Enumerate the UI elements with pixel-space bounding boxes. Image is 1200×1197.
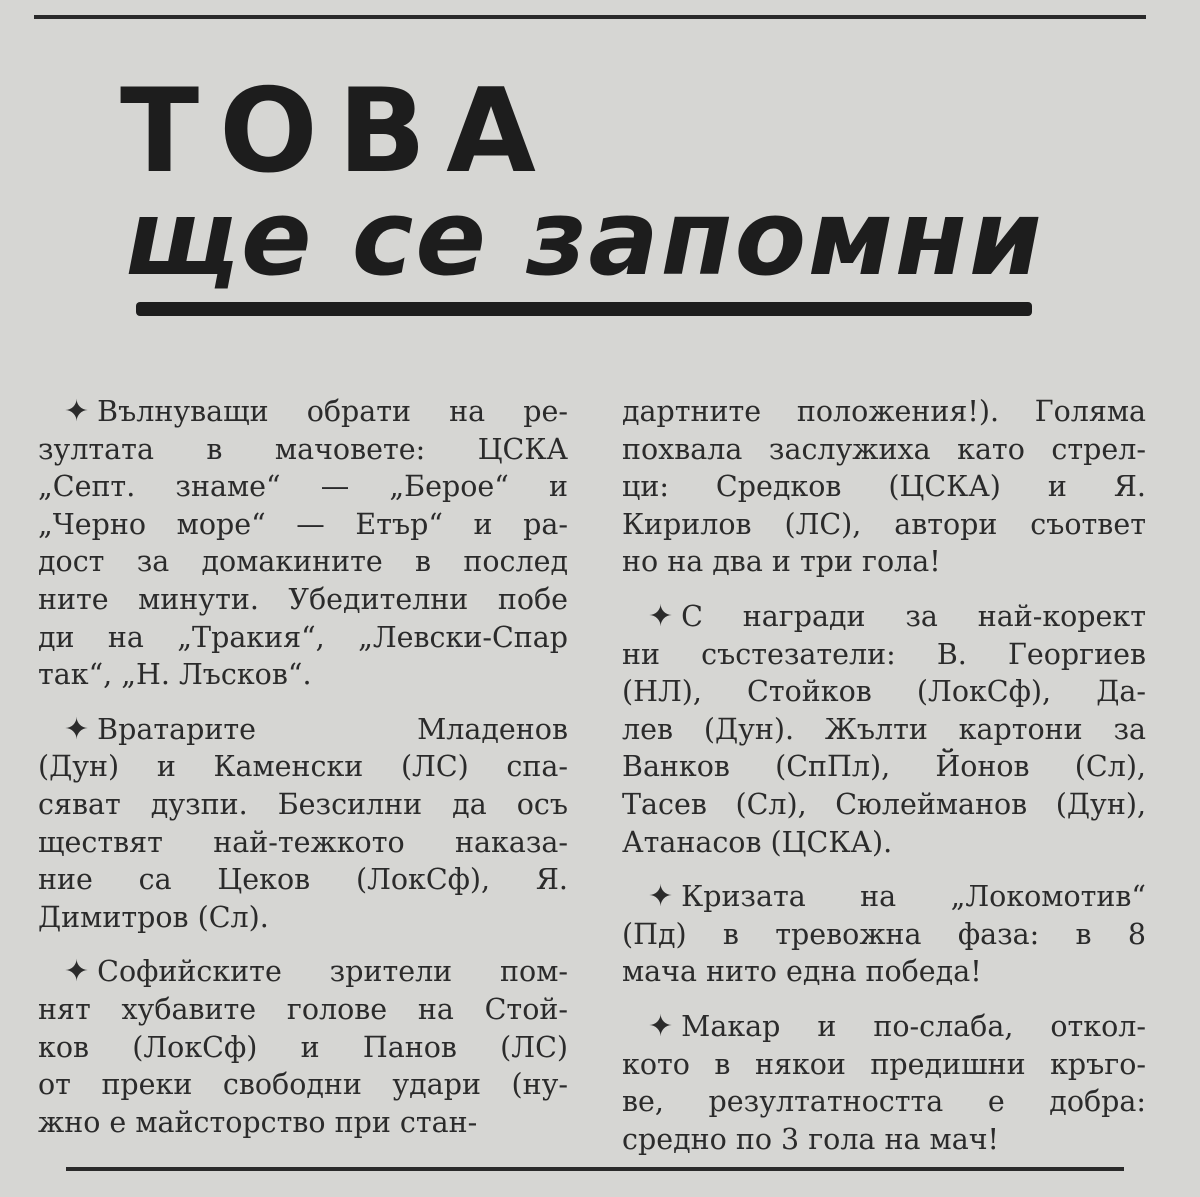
paragraph-gap <box>38 694 568 711</box>
text-line <box>38 861 568 899</box>
text-line <box>38 711 568 749</box>
line-text: Вратарите Младенов <box>97 712 568 746</box>
text-line <box>38 506 568 544</box>
text-line <box>622 431 1146 469</box>
paragraph-gap <box>38 936 568 953</box>
text-line <box>622 543 1146 581</box>
text-line <box>622 1121 1146 1159</box>
headline-line-1: ТОВА <box>120 64 556 199</box>
paragraph-gap <box>622 861 1146 878</box>
line-text: но на два и три гола! <box>622 545 941 579</box>
text-line <box>38 393 568 431</box>
text-line <box>38 1029 568 1067</box>
line-text: нят хубавите голове на Стой- <box>38 992 568 1026</box>
line-text: ни състезатели: В. Георгиев <box>622 637 1146 671</box>
line-text: „Септ. знаме“ — „Берое“ и <box>38 470 568 504</box>
paragraph <box>38 393 568 694</box>
paragraph <box>622 878 1146 991</box>
paragraph <box>38 711 568 937</box>
four-point-star-icon: ✦ <box>648 598 674 634</box>
line-text: сяват дузпи. Безсилни да осъ <box>38 787 568 821</box>
line-text: так“, „Н. Лъсков“. <box>38 658 312 692</box>
text-line <box>38 748 568 786</box>
text-line <box>38 1104 568 1142</box>
line-text: Кризата на „Локомотив“ <box>681 880 1146 914</box>
text-line <box>38 581 568 619</box>
text-line <box>622 711 1146 749</box>
paragraph-gap <box>622 991 1146 1008</box>
text-line <box>38 824 568 862</box>
line-text: ните минути. Убедителни побе <box>38 582 568 616</box>
line-text: мача нито една победа! <box>622 955 982 989</box>
line-text: кото в някои предишни кръго- <box>622 1047 1146 1081</box>
text-line <box>38 619 568 657</box>
line-text: ци: Средков (ЦСКА) и Я. <box>622 470 1146 504</box>
line-text: (Дун) и Каменски (ЛС) спа- <box>38 750 568 784</box>
four-point-star-icon: ✦ <box>648 1008 674 1044</box>
line-text: зултата в мачовете: ЦСКА <box>38 432 568 466</box>
line-text: дост за домакините в послед <box>38 545 568 579</box>
text-line <box>622 748 1146 786</box>
text-line <box>38 656 568 694</box>
text-line <box>622 393 1146 431</box>
line-text: ков (ЛокСф) и Панов (ЛС) <box>38 1030 568 1064</box>
line-text: Ванков (СпПл), Йонов (Сл), <box>622 750 1146 784</box>
line-text: Кирилов (ЛС), автори съответ <box>622 507 1146 541</box>
paragraph <box>622 1008 1146 1158</box>
text-line <box>622 1008 1146 1046</box>
line-text: Вълнуващи обрати на ре- <box>97 395 568 428</box>
text-line <box>622 824 1146 862</box>
text-line <box>622 1046 1146 1084</box>
text-line <box>38 543 568 581</box>
left-column <box>38 393 568 1141</box>
text-line <box>38 953 568 991</box>
line-text: ди на „Тракия“, „Левски-Спар <box>38 620 568 654</box>
paragraph <box>38 953 568 1141</box>
top-rule <box>34 15 1146 19</box>
line-text: Атанасов (ЦСКА). <box>622 825 893 859</box>
text-line <box>622 468 1146 506</box>
text-line <box>38 1066 568 1104</box>
four-point-star-icon: ✦ <box>648 879 674 915</box>
text-line <box>622 786 1146 824</box>
paragraph-gap <box>622 581 1146 598</box>
four-point-star-icon: ✦ <box>64 394 90 429</box>
text-line <box>622 506 1146 544</box>
line-text: Димитров (Сл). <box>38 900 269 934</box>
four-point-star-icon: ✦ <box>64 954 90 990</box>
text-line <box>38 991 568 1029</box>
line-text: дартните положения!). Голяма <box>622 395 1146 428</box>
text-line <box>38 899 568 937</box>
line-text: ние са Цеков (ЛокСф), Я. <box>38 863 568 897</box>
line-text: ве, резултатността е добра: <box>622 1085 1146 1119</box>
line-text: средно по 3 гола на мач! <box>622 1122 999 1156</box>
line-text: (Пд) в тревожна фаза: в 8 <box>622 917 1146 951</box>
text-line <box>38 431 568 469</box>
line-text: лев (Дун). Жълти картони за <box>622 712 1146 746</box>
line-text: Тасев (Сл), Сюлейманов (Дун), <box>622 787 1146 821</box>
text-line <box>622 598 1146 636</box>
line-text: от преки свободни удари (ну- <box>38 1068 568 1102</box>
text-line <box>622 953 1146 991</box>
right-column <box>622 393 1146 1158</box>
text-line <box>38 468 568 506</box>
line-text: (НЛ), Стойков (ЛокСф), Да- <box>622 675 1146 709</box>
headline-line-2: ще се запомни <box>124 177 1044 299</box>
text-line <box>622 878 1146 916</box>
text-line <box>622 1083 1146 1121</box>
bottom-rule <box>66 1167 1124 1171</box>
text-line <box>38 786 568 824</box>
text-line <box>622 636 1146 674</box>
headline-underline <box>136 302 1032 316</box>
line-text: „Черно море“ — Етър“ и ра- <box>38 507 568 541</box>
line-text: Софийските зрители пом- <box>97 955 568 989</box>
paragraph <box>622 598 1146 861</box>
line-text: похвала заслужиха като стрел- <box>622 432 1146 466</box>
line-text: Макар и по-слаба, откол- <box>681 1009 1146 1043</box>
line-text: жно е майсторство при стан- <box>38 1105 478 1139</box>
text-line <box>622 673 1146 711</box>
paragraph <box>622 393 1146 581</box>
line-text: ществят най-тежкото наказа- <box>38 825 568 859</box>
line-text: С награди за най-корект <box>681 599 1146 633</box>
four-point-star-icon: ✦ <box>64 711 90 747</box>
text-line <box>622 916 1146 954</box>
